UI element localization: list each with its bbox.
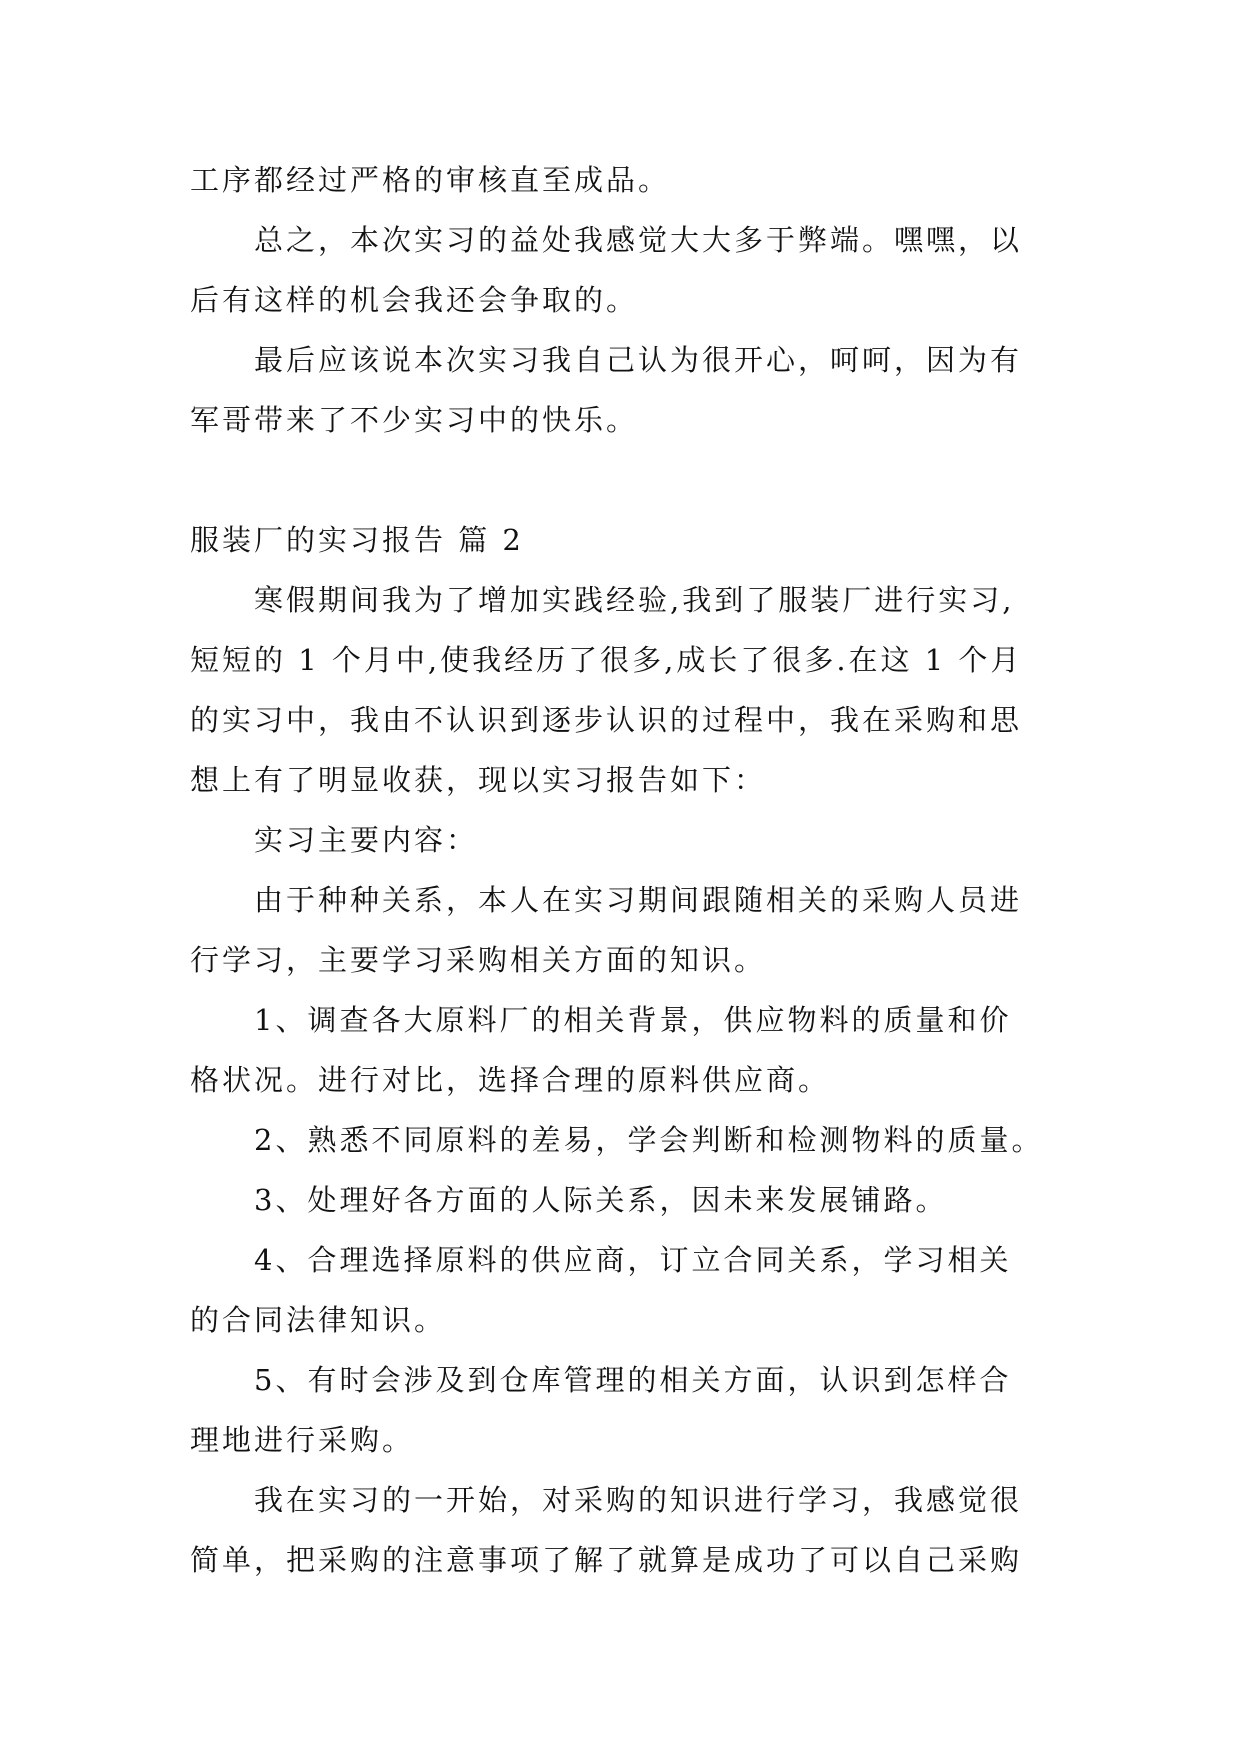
text-line: 2、熟悉不同原料的差易，学会判断和检测物料的质量。 (254, 1123, 1044, 1157)
paragraph (190, 340, 1050, 460)
text-line: 最后应该说本次实习我自己认为很开心，呵呵，因为有 (254, 343, 1023, 377)
text-line: 短短的 1 个月中,使我经历了很多,成长了很多.在这 1 个月 (190, 643, 1023, 677)
text-line: 3、处理好各方面的人际关系，因未来发展铺路。 (254, 1183, 948, 1217)
paragraph (190, 1360, 1050, 1480)
text-line: 想上有了明显收获，现以实习报告如下： (190, 763, 767, 797)
section-gap (190, 460, 1050, 520)
paragraph (190, 820, 1050, 880)
text-line: 由于种种关系，本人在实习期间跟随相关的采购人员进 (254, 883, 1023, 917)
paragraph (190, 1180, 1050, 1240)
paragraph (190, 1240, 1050, 1360)
text-line: 1、调查各大原料厂的相关背景，供应物料的质量和价 (254, 1003, 1012, 1037)
text-line: 实习主要内容： (254, 823, 479, 857)
text-line: 我在实习的一开始，对采购的知识进行学习，我感觉很 (254, 1483, 1023, 1517)
paragraph (190, 1120, 1050, 1180)
text-line: 简单，把采购的注意事项了解了就算是成功了可以自己采购 (190, 1543, 1023, 1577)
text-line: 行学习，主要学习采购相关方面的知识。 (190, 943, 767, 977)
paragraph (190, 160, 1050, 220)
text-line: 工序都经过严格的审核直至成品。 (190, 163, 671, 197)
paragraph (190, 1480, 1050, 1600)
text-line: 5、有时会涉及到仓库管理的相关方面，认识到怎样合 (254, 1363, 1012, 1397)
text-line: 总之，本次实习的益处我感觉大大多于弊端。嘿嘿，以 (254, 223, 1023, 257)
text-line: 4、合理选择原料的供应商，订立合同关系，学习相关 (254, 1243, 1012, 1277)
text-line: 理地进行采购。 (190, 1423, 415, 1457)
text-line: 格状况。进行对比，选择合理的原料供应商。 (190, 1063, 831, 1097)
paragraph (190, 220, 1050, 340)
document-page (190, 160, 1050, 1600)
paragraph (190, 880, 1050, 1000)
section-heading: 服装厂的实习报告 篇 2 (190, 523, 524, 557)
paragraphs-before (190, 160, 1050, 460)
text-line: 的实习中，我由不认识到逐步认识的过程中，我在采购和思 (190, 703, 1023, 737)
text-line: 的合同法律知识。 (190, 1303, 447, 1337)
paragraphs-after (190, 580, 1050, 1600)
text-line: 寒假期间我为了增加实践经验,我到了服装厂进行实习, (254, 583, 1015, 617)
text-line: 军哥带来了不少实习中的快乐。 (190, 403, 639, 437)
text-line: 后有这样的机会我还会争取的。 (190, 283, 639, 317)
paragraph (190, 1000, 1050, 1120)
paragraph (190, 580, 1050, 820)
